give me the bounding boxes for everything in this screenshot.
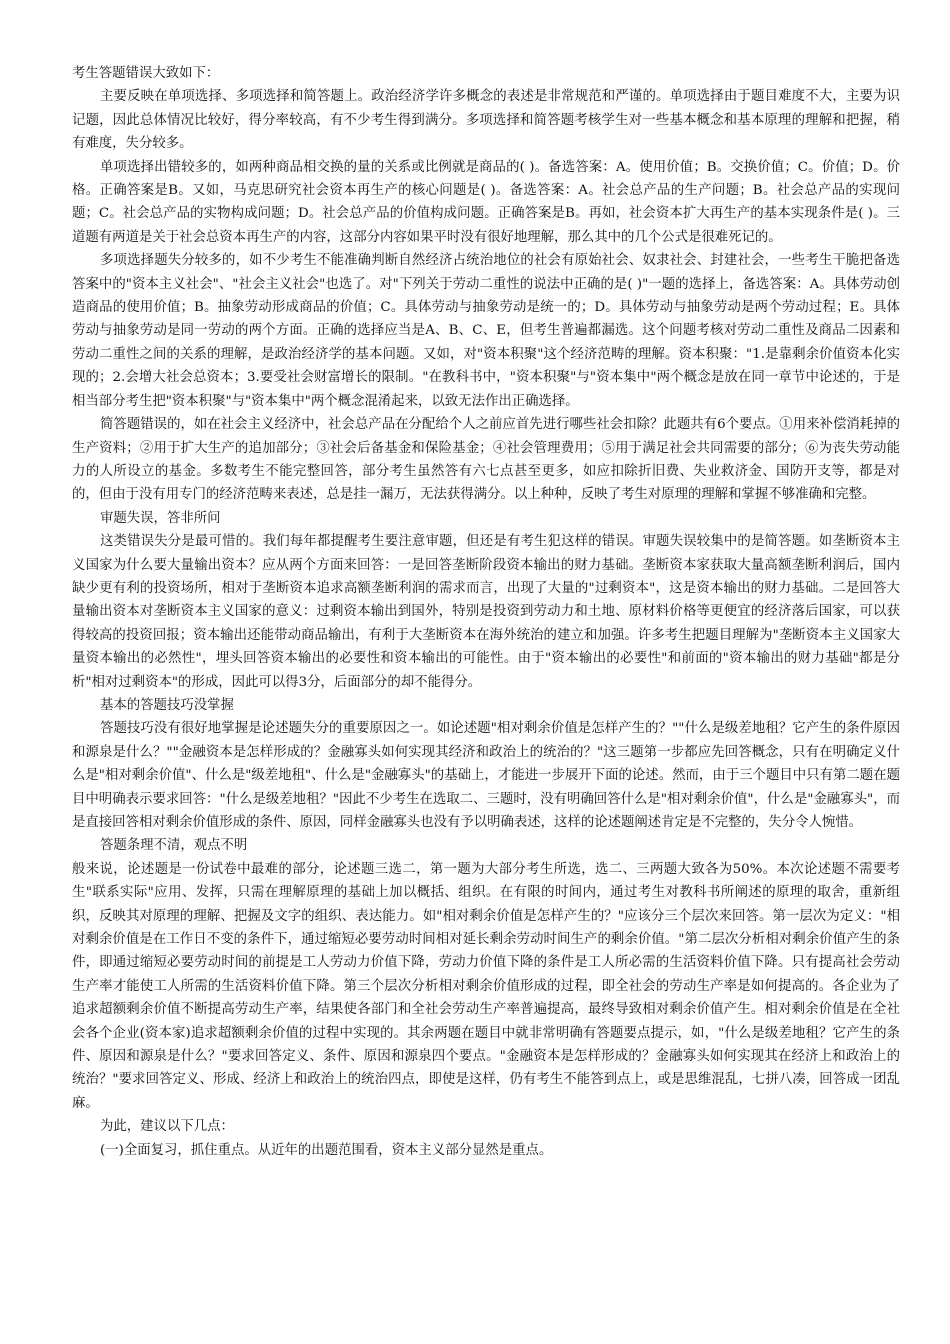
paragraph-multiple-choice: 多项选择题失分较多的，如不少考生不能准确判断自然经济占统治地位的社会有原始社会、奴隶社会、封建社会，一些考生干脆把备选答案中的"资本主义社会"、"社会主义社会"也选了。对"下列关于劳动二重性的说法中正确的是( )"一题的选择上，备选答案：A。具体劳动创造商品的使用价值；B。抽象劳动形成商品的价值；C。具体劳动与抽象劳动是统一的；D。具体劳动与抽象劳动是两个劳动过程；E。具体劳动与抽象劳动是同一劳动的两个方面。正确的选择应当是A、B、C、E，但考生普遍都漏选。这个问题考核对劳动二重性及商品二因素和劳动二重性之间的关系的理解，是政治经济学的基本问题。又如，对"资本积聚"这个经济范畴的理解。资本积聚："1.是靠剩余价值资本化实现的；2.会增大社会总资本；3.要受社会财富增长的限制。"在教科书中，"资本积聚"与"资本集中"两个概念是放在同一章节中论述的，于是相当部分考生把"资本积聚"与"资本集中"两个概念混淆起来，以致无法作出正确选择。	[72, 253, 900, 409]
paragraph-suggestion-1: (一)全面复习，抓住重点。从近年的出题范围看，资本主义部分显然是重点。	[100, 1142, 553, 1158]
paragraph-short-answer: 简答题错误的，如在社会主义经济中，社会总产品在分配给个人之前应首先进行哪些社会扣除？此题共有6个要点。①用来补偿消耗掉的生产资料；②用于扩大生产的追加部分；③社会后备基金和保险基金；④社会管理费用；⑤用于满足社会共同需要的部分；⑥为丧失劳动能力的人所设立的基金。多数考生不能完整回答，部分考生虽然答有六七点甚至更多，如应扣除折旧费、失业救济金、国防开支等，都是对的，但由于没有用专门的经济范畴来表述，总是挂一漏万，无法获得满分。以上种种，反映了考生对原理的理解和掌握不够准确和完整。	[72, 417, 900, 503]
section-heading-organization: 答题条理不清，观点不明	[100, 838, 248, 854]
paragraph-technique: 答题技巧没有很好地掌握是论述题失分的重要原因之一。如论述题"相对剩余价值是怎样产生的？""什么是级差地租？它产生的条件原因和源泉是什么？""金融资本是怎样形成的？金融寡头如何实现其经济和政治上的统治的？"这三题第一步都应先回答概念，只有在明确定义什么是"相对剩余价值"、什么是"级差地租"、什么是"金融寡头"的基础上，才能进一步展开下面的论述。然而，由于三个题目中只有第二题在题目中明确表示要求回答："什么是级差地租？"因此不少考生在选取二、三题时，没有明确回答什么是"相对剩余价值"，什么是"金融寡头"，而是直接回答相对剩余价值形成的条件、原因，同样金融寡头也没有予以明确表述，这样的论述题阐述肯定是不完整的，失分令人惋惜。	[72, 721, 900, 830]
section-heading-misreading: 审题失误，答非所问	[100, 510, 221, 526]
paragraph-overview: 主要反映在单项选择、多项选择和简答题上。政治经济学许多概念的表述是非常规范和严谨的。单项选择由于题目难度不大，主要为识记题，因此总体情况比较好，得分率较高，有不少考生得到满分。多项选择和简答题考核学生对一些基本概念和基本原理的理解和把握，稍有难度，失分较多。	[72, 89, 900, 152]
section-heading-technique: 基本的答题技巧没掌握	[100, 697, 234, 713]
paragraph-misreading: 这类错误失分是最可惜的。我们每年都提醒考生要注意审题，但还是有考生犯这样的错误。审题失误较集中的是简答题。如垄断资本主义国家为什么要大量输出资本？应从两个方面来回答：一是回答垄断阶段资本输出的财力基础。垄断资本家获取大量高额垄断利润后，国内缺少更有利的投资场所，相对于垄断资本追求高额垄断利润的需求而言，出现了大量的"过剩资本"，这是资本输出的财力基础。二是回答大量输出资本对垄断资本主义国家的意义：过剩资本输出到国外，特别是投资到劳动力和土地、原材料价格等更便宜的经济落后国家，可以获得较高的投资回报；资本输出还能带动商品输出，有利于大垄断资本在海外统治的建立和加强。许多考生把题目理解为"垄断资本主义国家大量资本输出的必然性"，埋头回答资本输出的必要性和资本输出的可能性。由于"资本输出的必要性"和前面的"资本输出的财力基础"都是分析"相对过剩资本"的形成，因此可以得3分，后面部分的却不能得分。	[72, 534, 900, 690]
intro-line: 考生答题错误大致如下：	[72, 66, 220, 81]
paragraph-organization: 般来说，论述题是一份试卷中最难的部分，论述题三选二，第一题为大部分考生所选，选二、三两题大致各为50%。本次论述题不需要考生"联系实际"应用、发挥，只需在理解原理的基础上加以概括、组织。在有限的时间内，通过考生对教科书所阐述的原理的取舍，重新组织，反映其对原理的理解、把握及文字的组织、表达能力。如"相对剩余价值是怎样产生的？"应该分三个层次来回答。第一层次为定义："相对剩余价值是在工作日不变的条件下，通过缩短必要劳动时间相对延长剩余劳动时间生产的剩余价值。"第二层次分析相对剩余价值产生的条件，即通过缩短必要劳动时间的前提是工人劳动力价值下降，劳动力价值下降的条件是工人所必需的生活资料价值下降。只有提高社会劳动生产率才能使工人所需的生活资料价值下降。第三个层次分析相对剩余价值形成的过程，即全社会的劳动生产率是如何提高的。各企业为了追求超额剩余价值不断提高劳动生产率，结果使各部门和全社会劳动生产率普遍提高，最终导致相对剩余价值产生。相对剩余价值是在全社会各个企业(资本家)追求超额剩余价值的过程中实现的。其余两题在题目中就非常明确有答题要点提示，如，"什么是级差地租？它产生的条件、原因和源泉是什么？"要求回答定义、条件、原因和源泉四个要点。"金融资本是怎样形成的？金融寡头如何实现其在经济上和政治上的统治？"要求回答定义、形成、经济上和政治上的统治四点，即使是这样，仍有考生不能答到点上，或是思维混乱，七拼八凑，回答成一团乱麻。	[72, 861, 900, 1111]
paragraph-single-choice: 单项选择出错较多的，如两种商品相交换的量的关系或比例就是商品的( )。备选答案：A。使用价值；B。交换价值；C。价值；D。价格。正确答案是B。又如，马克思研究社会资本再生产的核心问题是( )。备选答案：A。社会总产品的生产问题；B。社会总产品的实现问题；C。社会总产品的实物构成问题；D。社会总产品的价值构成问题。正确答案是B。再如，社会资本扩大再生产的基本实现条件是( )。三道题有两道是关于社会总资本再生产的内容，这部分内容如果平时没有很好地理解，那么其中的几个公式是很难死记的。	[72, 159, 900, 245]
paragraph-suggestions-intro: 为此，建议以下几点：	[100, 1119, 234, 1135]
